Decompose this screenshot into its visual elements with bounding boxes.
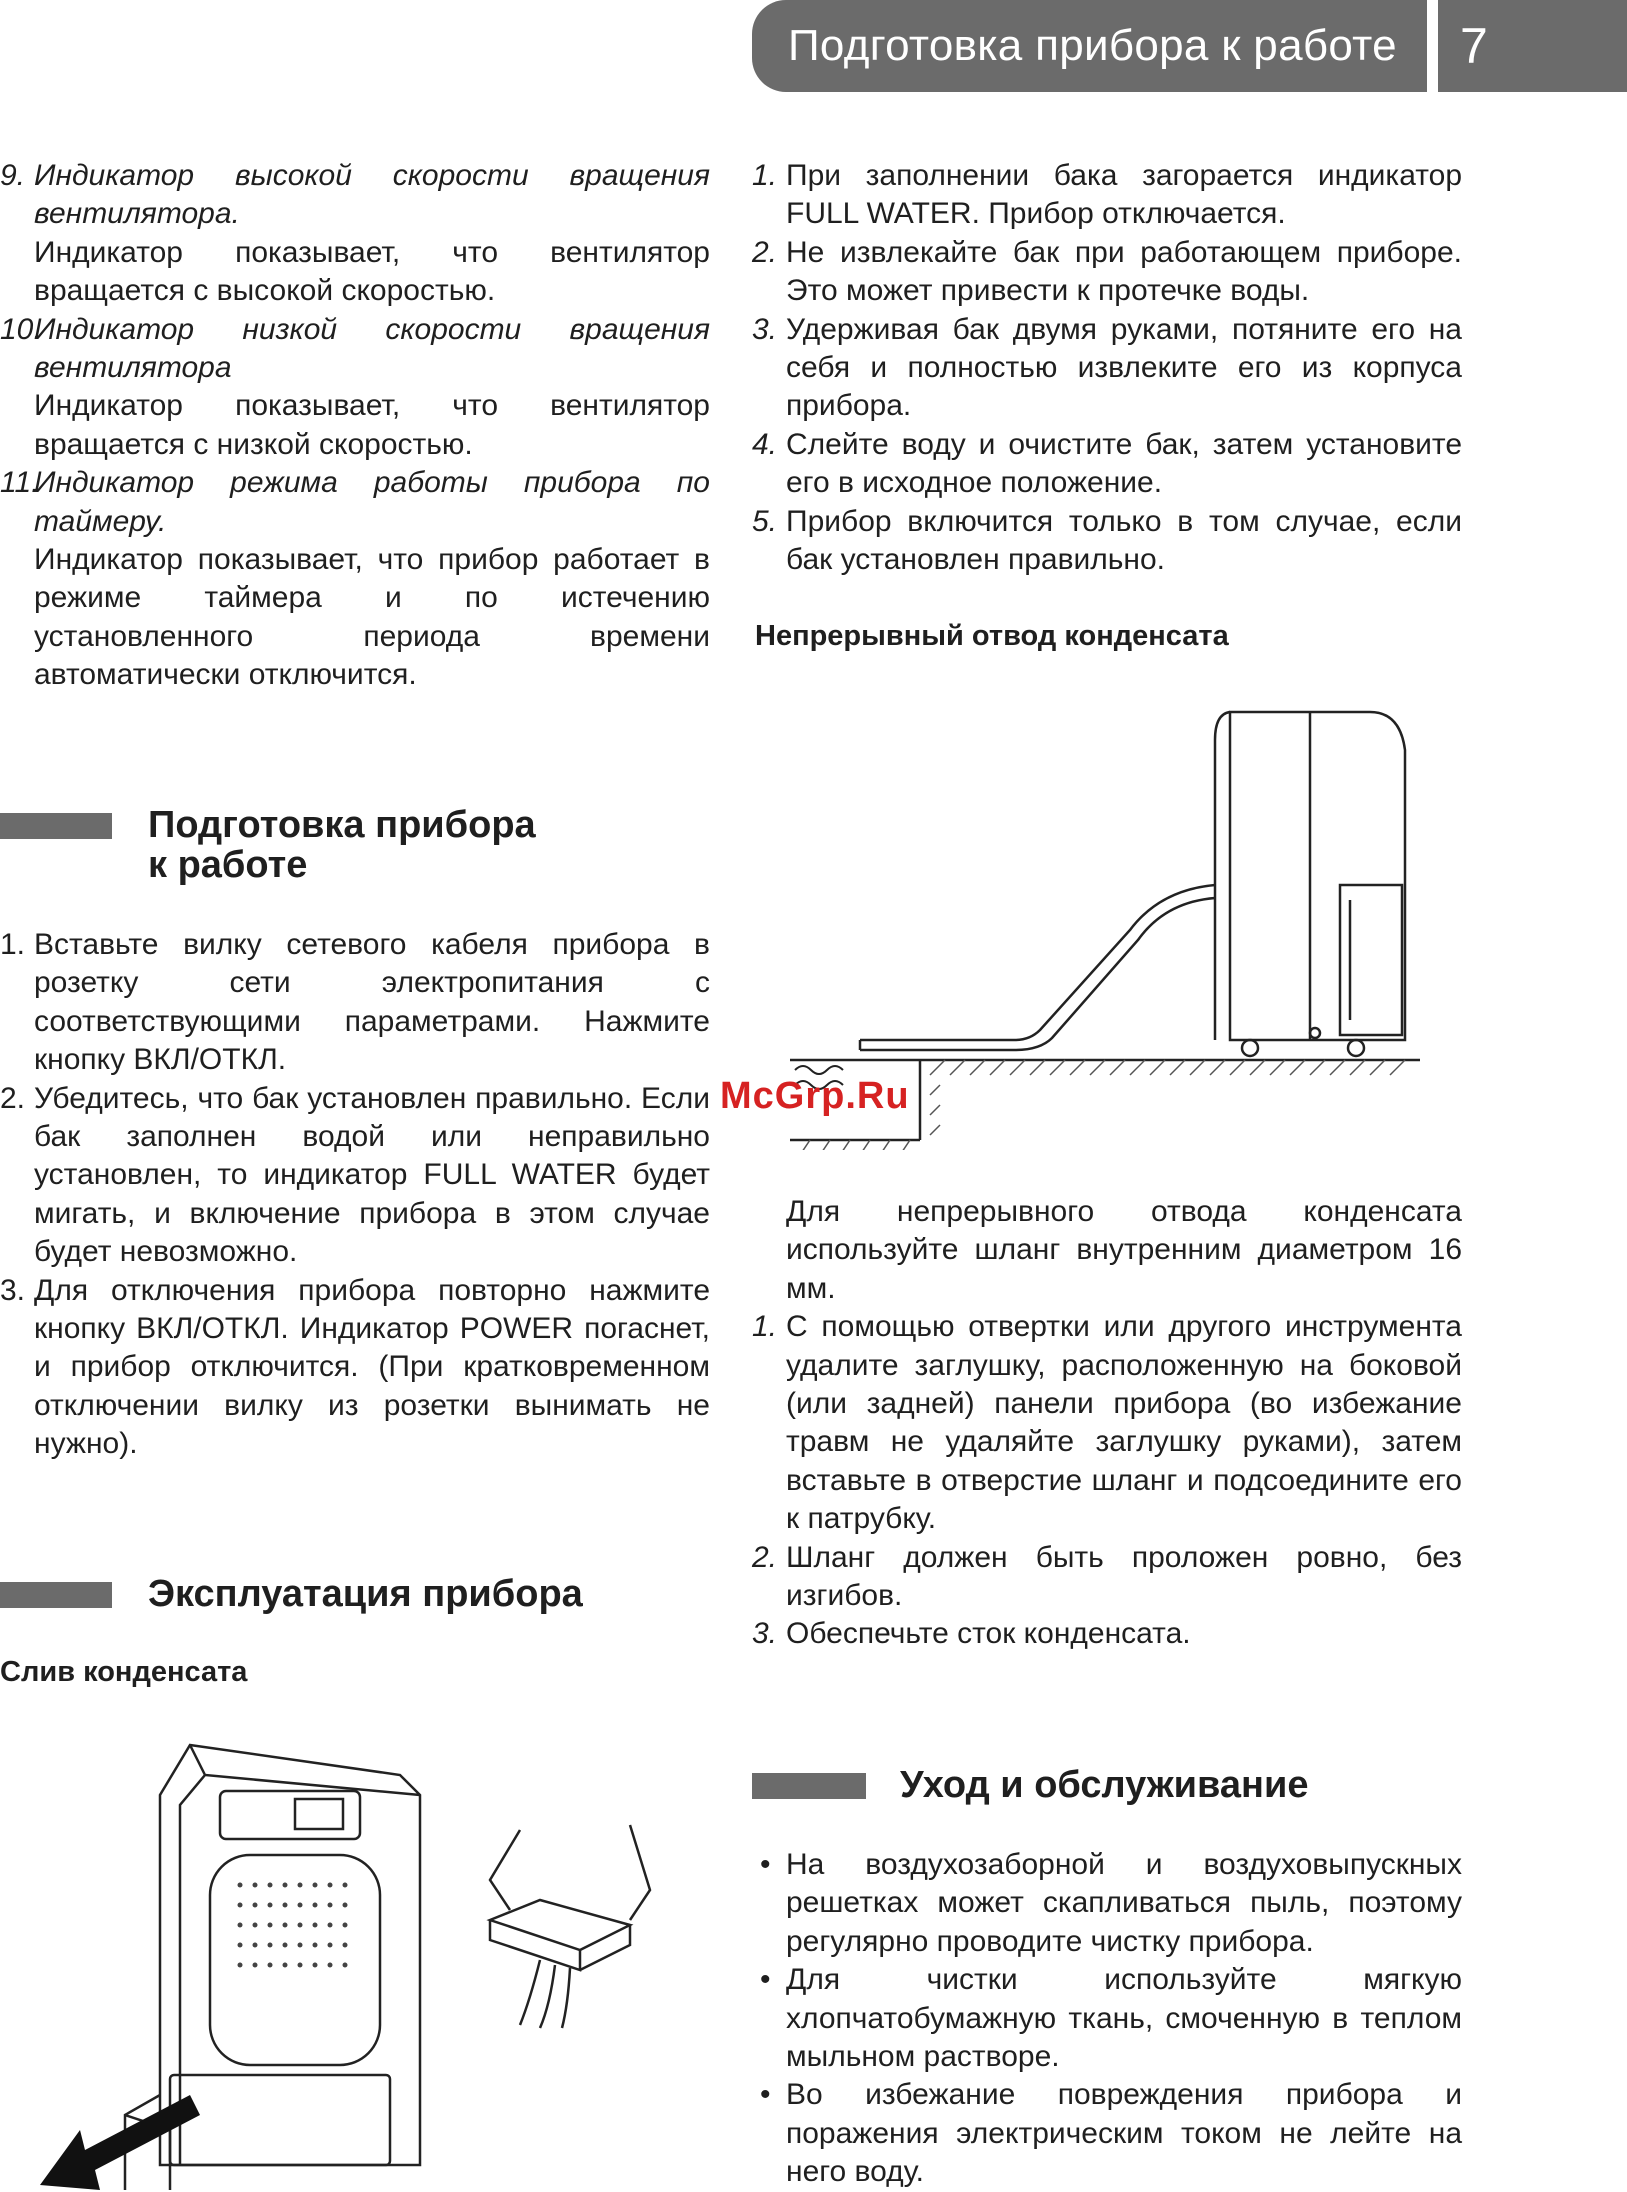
bullet-item: • Во избежание повреждения прибора и поражения электрическим током не лейте на него воду. bbox=[760, 2078, 1462, 2189]
care-bullets bbox=[752, 1846, 1462, 2192]
list-item: 2. Не извлекайте бак при работающем приборе. Это может привести к протечке воды. bbox=[752, 235, 1462, 308]
list-item: 1. При заполнении бака загорается индикатор FULL WATER. Прибор отключается. bbox=[752, 159, 1462, 231]
dehumidifier-tank-illustration bbox=[40, 1735, 440, 2191]
list-item: 3. Удерживая бак двумя руками, потяните его на себя и полностью извлеките его из корпуса прибора. bbox=[752, 312, 1462, 423]
list-item: 4. Слейте воду и очистите бак, затем установите его в исходное положение. bbox=[752, 427, 1462, 500]
list-item: 2. Шланг должен быть проложен ровно, без изгибов. bbox=[752, 1540, 1462, 1613]
list-item: 1. Вставьте вилку сетевого кабеля прибора в розетку сети электропитания с соответствующими параметрами. Нажмите кнопку ВКЛ/ОТКЛ. bbox=[0, 928, 710, 1077]
bullet-item: • На воздухозаборной и воздуховыпускных решетках может скапливаться пыль, поэтому регулярно проводите чистку прибора. bbox=[760, 1848, 1462, 1958]
subtitle-continuous: Непрерывный отвод конденсата bbox=[755, 620, 1229, 652]
list-item-text: Индикатор показывает, что вентилятор вращается с низкой скоростью. bbox=[34, 389, 710, 461]
list-item: 9. Индикатор высокой скорости вращения вентилятора. bbox=[0, 159, 710, 231]
list-item: 3. Обеспечьте сток конденсата. bbox=[752, 1617, 1191, 1651]
bullet-item: • Для чистки используйте мягкую хлопчатобумажную ткань, смоченную в теплом мыльном растворе. bbox=[760, 1963, 1462, 2074]
subtitle-drain: Слив конденсата bbox=[0, 1656, 248, 1688]
watermark: McGrp.Ru bbox=[720, 1075, 910, 1117]
list-item: 2. Убедитесь, что бак установлен правильно. Если бак заполнен водой или неправильно установлен, то индикатор FULL WATER будет мигать, и включение прибора в этом случае будет невозможно. bbox=[0, 1081, 710, 1269]
hands-pouring-illustration bbox=[480, 1820, 670, 2030]
section-bar-prep bbox=[0, 813, 112, 839]
double-arrow-icon bbox=[40, 2095, 200, 2190]
list-item: 10. Индикатор низкой скорости вращения вентилятора bbox=[0, 312, 710, 385]
section-title-prep: Подготовка прибора к работе bbox=[148, 804, 536, 886]
list-item-text: Индикатор показывает, что вентилятор вращается с высокой скоростью. bbox=[34, 235, 710, 308]
section-bar-use bbox=[0, 1582, 112, 1608]
left-top-list bbox=[0, 157, 710, 695]
list-item: 11. Индикатор режима работы прибора по таймеру. bbox=[0, 466, 710, 538]
prep-list bbox=[0, 926, 710, 1464]
section-title-care: Уход и обслуживание bbox=[900, 1764, 1309, 1806]
right-top-list bbox=[752, 157, 1462, 579]
page-number: 7 bbox=[1438, 0, 1627, 92]
section-title-use: Эксплуатация прибора bbox=[148, 1573, 583, 1615]
section-bar-care bbox=[752, 1773, 866, 1799]
continuous-intro: Для непрерывного отвода конденсата используйте шланг внутренним диаметром 16 мм. bbox=[786, 1195, 1462, 1305]
list-item: 1. С помощью отвертки или другого инструмента удалите заглушку, расположенную на боковой (или задней) панели прибора (во избежание травм не удаляйте заглушку руками), затем вставьте в отверстие шланг и подсоедините его к патрубку. bbox=[752, 1310, 1462, 1536]
page-header-title: Подготовка прибора к работе bbox=[752, 0, 1427, 92]
list-item-text: Индикатор показывает, что прибор работает в режиме таймера и по истечению установленного периода времени автоматически отключится. bbox=[34, 543, 710, 692]
list-item: 3. Для отключения прибора повторно нажмите кнопку ВКЛ/ОТКЛ. Индикатор POWER погаснет, и прибор отключится. (При кратковременном отключении вилку из розетки вынимать не нужно). bbox=[0, 1273, 710, 1461]
continuous-text bbox=[752, 1193, 1462, 1654]
list-item: 5. Прибор включится только в том случае, если бак установлен правильно. bbox=[752, 504, 1462, 577]
